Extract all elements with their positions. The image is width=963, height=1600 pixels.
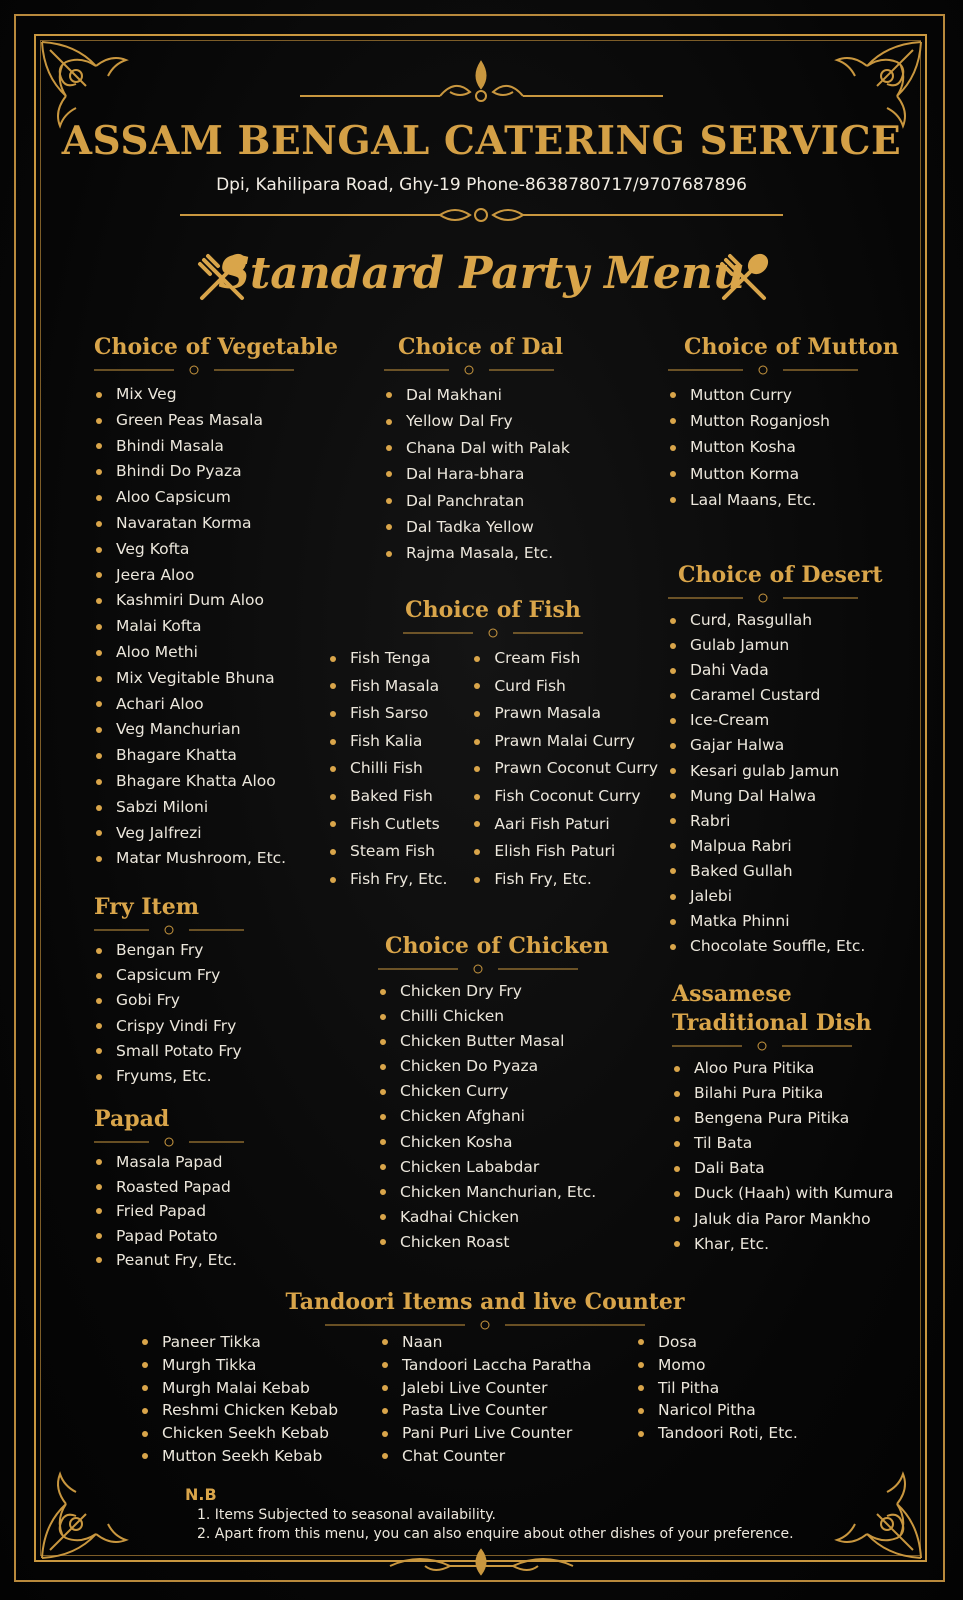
menu-item: Aloo Pura Pitika: [672, 1056, 894, 1081]
menu-item: Dal Panchratan: [384, 488, 570, 514]
menu-item: Rabri: [668, 809, 883, 834]
menu-item: Naan: [380, 1331, 636, 1354]
menu-item: Veg Jalfrezi: [94, 821, 338, 847]
section-divider-icon: [378, 963, 578, 975]
menu-item: Chicken Kosha: [378, 1130, 609, 1155]
header-divider-icon: [180, 205, 783, 225]
menu-item: Mung Dal Halwa: [668, 784, 883, 809]
menu-item: Cream Fish: [472, 645, 658, 673]
menu-item: Murgh Malai Kebab: [140, 1377, 380, 1400]
menu-item: Steam Fish: [328, 838, 472, 866]
menu-item: Til Pitha: [636, 1377, 798, 1400]
item-list: [94, 1150, 244, 1273]
menu-item: Ice-Cream: [668, 708, 883, 733]
menu-item: Fish Kalia: [328, 728, 472, 756]
menu-item: Chicken Do Pyaza: [378, 1054, 609, 1079]
menu-item: Curd, Rasgullah: [668, 608, 883, 633]
menu-item: Caramel Custard: [668, 683, 883, 708]
menu-item: Fish Coconut Curry: [472, 783, 658, 811]
item-list: [636, 1331, 798, 1468]
menu-item: Naricol Pitha: [636, 1399, 798, 1422]
menu-item: Pani Puri Live Counter: [380, 1422, 636, 1445]
menu-item: Pasta Live Counter: [380, 1399, 636, 1422]
menu-item: Dal Tadka Yellow: [384, 514, 570, 540]
menu-item: Khar, Etc.: [672, 1232, 894, 1257]
menu-item: Baked Fish: [328, 783, 472, 811]
menu-item: Aari Fish Paturi: [472, 811, 658, 839]
corner-flourish-icon: [36, 1454, 146, 1564]
menu-item: Aloo Capsicum: [94, 485, 338, 511]
menu-item: Veg Kofta: [94, 537, 338, 563]
section-mutton: [668, 333, 899, 513]
section-papad: [94, 1105, 244, 1273]
menu-item: Chicken Lababdar: [378, 1155, 609, 1180]
menu-item: Prawn Masala: [472, 700, 658, 728]
section-tandoori: [140, 1288, 830, 1468]
section-title: Papad: [94, 1106, 170, 1132]
section-title: Choice of Chicken: [385, 933, 609, 959]
menu-item: Malpua Rabri: [668, 834, 883, 859]
section-divider-icon: [94, 924, 244, 936]
section-title-line1: Assamese: [672, 981, 792, 1007]
menu-item: Kesari gulab Jamun: [668, 759, 883, 784]
menu-item: Mutton Kosha: [668, 434, 899, 460]
menu-item: Bengan Fry: [94, 938, 244, 963]
section-title: Fry Item: [94, 894, 199, 920]
menu-item: Kashmiri Dum Aloo: [94, 588, 338, 614]
menu-item: Peanut Fry, Etc.: [94, 1248, 244, 1273]
menu-item: Chocolate Souffle, Etc.: [668, 934, 883, 959]
menu-item: Duck (Haah) with Kumura: [672, 1181, 894, 1206]
menu-item: Gajar Halwa: [668, 733, 883, 758]
menu-item: Jalebi Live Counter: [380, 1377, 636, 1400]
menu-item: Mutton Korma: [668, 461, 899, 487]
section-divider-icon: [140, 1319, 830, 1331]
menu-item: Aloo Methi: [94, 640, 338, 666]
section-fish: [328, 596, 658, 893]
menu-item: Achari Aloo: [94, 692, 338, 718]
menu-item: Fish Masala: [328, 673, 472, 701]
menu-item: Mutton Roganjosh: [668, 408, 899, 434]
menu-item: Chicken Manchurian, Etc.: [378, 1180, 609, 1205]
section-title: Choice of Fish: [405, 597, 581, 623]
item-list: [94, 382, 338, 872]
menu-item: Bengena Pura Pitika: [672, 1106, 894, 1131]
menu-item: Chicken Dry Fry: [378, 979, 609, 1004]
menu-item: Til Bata: [672, 1131, 894, 1156]
section-dal: [384, 333, 570, 567]
menu-item: Bhindi Do Pyaza: [94, 459, 338, 485]
menu-item: Rajma Masala, Etc.: [384, 540, 570, 566]
business-address: Dpi, Kahilipara Road, Ghy-19 Phone-8638780717/9707687896: [216, 175, 747, 195]
item-list: [380, 1331, 636, 1468]
top-ornament-icon: [300, 58, 663, 108]
section-fry: [94, 893, 244, 1089]
menu-item: Jalebi: [668, 884, 883, 909]
menu-item: Chat Counter: [380, 1445, 636, 1468]
item-list: [140, 1331, 380, 1468]
section-divider-icon: [328, 627, 658, 639]
menu-item: Bhagare Khatta Aloo: [94, 769, 338, 795]
corner-flourish-icon: [817, 1454, 927, 1564]
menu-item: Tandoori Roti, Etc.: [636, 1422, 798, 1445]
menu-item: Chicken Roast: [378, 1230, 609, 1255]
menu-item: Prawn Malai Curry: [472, 728, 658, 756]
section-divider-icon: [672, 1040, 852, 1052]
menu-item: Momo: [636, 1354, 798, 1377]
menu-item: Chicken Afghani: [378, 1104, 609, 1129]
menu-item: Fish Tenga: [328, 645, 472, 673]
menu-item: Dal Hara-bhara: [384, 461, 570, 487]
menu-item: Murgh Tikka: [140, 1354, 380, 1377]
menu-item: Dal Makhani: [384, 382, 570, 408]
menu-item: Chilli Fish: [328, 755, 472, 783]
menu-item: Mix Veg: [94, 382, 338, 408]
item-list: [668, 608, 883, 959]
menu-item: Fish Fry, Etc.: [472, 866, 658, 894]
menu-item: Roasted Papad: [94, 1175, 244, 1200]
business-name: ASSAM BENGAL CATERING SERVICE: [61, 118, 902, 164]
section-title: Tandoori Items and live Counter: [285, 1289, 685, 1315]
menu-item: Jeera Aloo: [94, 563, 338, 589]
menu-item: Curd Fish: [472, 673, 658, 701]
section-desert: [668, 561, 883, 959]
notes: [185, 1485, 794, 1544]
section-divider-icon: [94, 364, 294, 376]
notes-heading: N.B: [185, 1485, 217, 1504]
menu-item: Papad Potato: [94, 1224, 244, 1249]
section-title-line2: Traditional Dish: [672, 1010, 872, 1036]
menu-item: Bilahi Pura Pitika: [672, 1081, 894, 1106]
menu-item: Green Peas Masala: [94, 408, 338, 434]
menu-item: Chicken Butter Masal: [378, 1029, 609, 1054]
menu-item: Yellow Dal Fry: [384, 408, 570, 434]
menu-item: Baked Gullah: [668, 859, 883, 884]
menu-item: Small Potato Fry: [94, 1039, 244, 1064]
menu-item: Dahi Vada: [668, 658, 883, 683]
menu-item: Capsicum Fry: [94, 963, 244, 988]
menu-item: Fish Sarso: [328, 700, 472, 728]
menu-item: Prawn Coconut Curry: [472, 755, 658, 783]
menu-title: Standard Party Menu: [218, 248, 745, 299]
menu-item: Fryums, Etc.: [94, 1064, 244, 1089]
menu-item: Sabzi Miloni: [94, 795, 338, 821]
section-title: Choice of Desert: [678, 562, 883, 588]
cutlery-icon: [718, 252, 770, 304]
menu-item: Masala Papad: [94, 1150, 244, 1175]
menu-item: Chana Dal with Palak: [384, 435, 570, 461]
bottom-ornament-icon: [380, 1546, 583, 1582]
item-list: [384, 382, 570, 567]
menu-item: Gulab Jamun: [668, 633, 883, 658]
item-list: [672, 1056, 894, 1257]
menu-item: Paneer Tikka: [140, 1331, 380, 1354]
item-list: [328, 645, 472, 893]
note-line: 1. Items Subjected to seasonal availability.: [197, 1507, 496, 1523]
menu-item: Chilli Chicken: [378, 1004, 609, 1029]
section-divider-icon: [384, 364, 554, 376]
section-vegetable: [94, 333, 338, 872]
menu-item: Bhagare Khatta: [94, 743, 338, 769]
menu-item: Fish Fry, Etc.: [328, 866, 472, 894]
section-title: Choice of Vegetable: [94, 334, 338, 360]
item-list: [668, 382, 899, 513]
menu-item: Dali Bata: [672, 1156, 894, 1181]
menu-item: Laal Maans, Etc.: [668, 487, 899, 513]
menu-item: Chicken Curry: [378, 1079, 609, 1104]
menu-item: Malai Kofta: [94, 614, 338, 640]
item-list: [378, 979, 609, 1255]
menu-item: Mutton Curry: [668, 382, 899, 408]
menu-item: Tandoori Laccha Paratha: [380, 1354, 636, 1377]
item-list: [94, 938, 244, 1089]
section-title: Choice of Mutton: [684, 334, 899, 360]
section-divider-icon: [668, 364, 858, 376]
section-divider-icon: [94, 1136, 244, 1148]
section-assamese: [672, 980, 894, 1257]
section-title: Choice of Dal: [398, 334, 564, 360]
menu-item: Elish Fish Paturi: [472, 838, 658, 866]
menu-item: Mix Vegitable Bhuna: [94, 666, 338, 692]
section-chicken: [378, 932, 609, 1255]
section-divider-icon: [668, 592, 858, 604]
menu-item: Jaluk dia Paror Mankho: [672, 1207, 894, 1232]
menu-item: Reshmi Chicken Kebab: [140, 1399, 380, 1422]
menu-item: Matka Phinni: [668, 909, 883, 934]
menu-item: Veg Manchurian: [94, 717, 338, 743]
menu-item: Mutton Seekh Kebab: [140, 1445, 380, 1468]
menu-item: Fried Papad: [94, 1199, 244, 1224]
menu-item: Fish Cutlets: [328, 811, 472, 839]
menu-item: Dosa: [636, 1331, 798, 1354]
note-line: 2. Apart from this menu, you can also enquire about other dishes of your preference.: [197, 1526, 794, 1542]
menu-item: Gobi Fry: [94, 988, 244, 1013]
menu-item: Crispy Vindi Fry: [94, 1014, 244, 1039]
menu-item: Chicken Seekh Kebab: [140, 1422, 380, 1445]
item-list: [472, 645, 658, 893]
menu-item: Kadhai Chicken: [378, 1205, 609, 1230]
menu-item: Bhindi Masala: [94, 434, 338, 460]
menu-item: Navaratan Korma: [94, 511, 338, 537]
menu-item: Matar Mushroom, Etc.: [94, 846, 338, 872]
